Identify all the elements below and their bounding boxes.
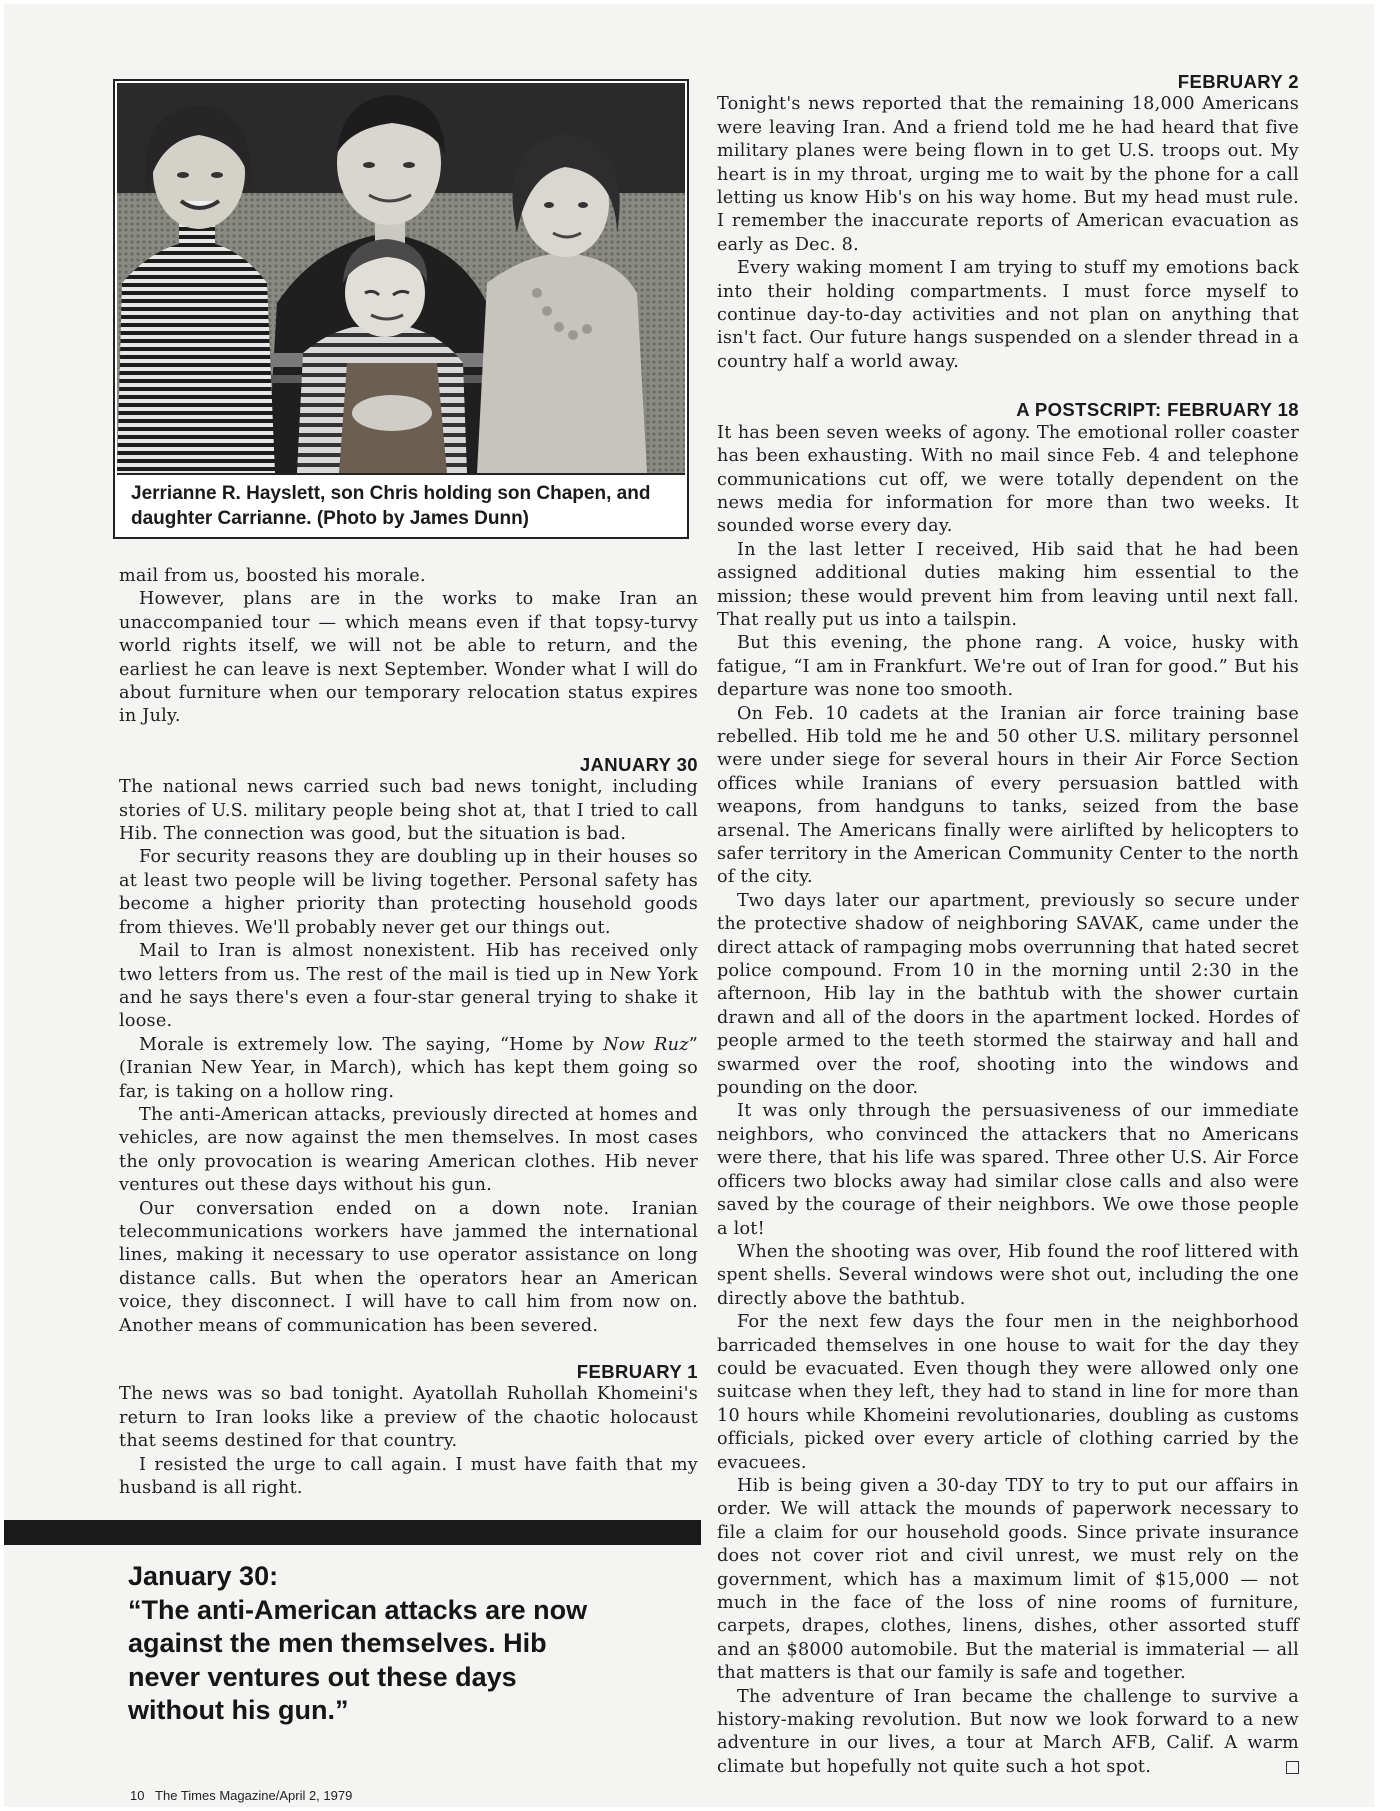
- continuation-paragraph: However, plans are in the works to make Iran an unaccompanied tour — which means even if that topsy-turvy world rights itself, we will not be able to return, and the earliest he can leave is next September. Wonder what I will do about furniture when our temporary relocation status expires in July.: [119, 589, 698, 727]
- body-paragraph: But this evening, the phone rang. A voice, husky with fatigue, “I am in Frankfurt. We're out of Iran for good.” But his departure was none too smooth.: [717, 633, 1299, 701]
- body-paragraph: For the next few days the four men in the neighborhood barricaded themselves in one house to wait for the day they could be evacuated. Even though they were allowed only one suitcase when they left, they had to stand in line for more than 10 hours while Khomeini revolutionaries, doubling as customs officials, picked over every article of clothing carried by the evacuees.: [717, 1312, 1299, 1473]
- left-column: [119, 565, 698, 1500]
- body-paragraph: Hib is being given a 30-day TDY to try to put our affairs in order. We will attack the mounds of paperwork necessary to file a claim for our household goods. Since private insurance does not cover riot and civil unrest, we must rely on the government, which has a maximum limit of $15,000 — not much in the face of the loss of nine rooms of furniture, carpets, drapes, clothes, linens, dishes, other assorted stuff and an $8000 automobile. But the material is immaterial — all that matters is that our family is safe and together.: [717, 1475, 1299, 1684]
- body-paragraph: Tonight's news reported that the remaining 18,000 Americans were leaving Iran. And a friend told me he had heard that five military planes were being flown in to get U.S. troops out. My heart is in my throat, urging me to wait by the phone for a call letting us know Hib's on his way home. But my head must rule. I remember the inaccurate reports of American evacuation as early as Dec. 8.: [717, 94, 1299, 255]
- pull-quote-rule: [4, 1520, 701, 1545]
- body-paragraph: On Feb. 10 cadets at the Iranian air force training base rebelled. Hib told me he and 50 other U.S. military personnel were under siege for several hours in their Air Force Section offices while Iranians of every persuasion battled with weapons, from handguns to tanks, seized from the base arsenal. The Americans finally were airlifted by helicopters to safer territory in the American Community Center to the north of the city.: [717, 703, 1299, 888]
- closing-paragraph: [717, 1686, 1299, 1780]
- section-heading-february-1: FEBRUARY 1: [576, 1361, 698, 1382]
- body-paragraph: Two days later our apartment, previously so secure under the protective shadow of neighboring SAVAK, came under the direct attack of rampaging mobs overrunning that hated secret police compound. From 10 in the morning until 2:30 in the afternoon, Hib lay in the bathtub with the shower curtain drawn and all of the doors in the apartment locked. Hordes of people armed to the teeth stormed the stairway and hall and swarmed over the roof, shooting into the windows and pounding on the door.: [717, 890, 1299, 1099]
- page-footer: 10 The Times Magazine/April 2, 1979: [130, 1788, 353, 1803]
- section-heading-january-30: JANUARY 30: [579, 753, 698, 775]
- body-paragraph: Every waking moment I am trying to stuff my emotions back into their holding compartments. I must force myself to continue day-to-day activities and not plan on anything that isn't fact. Our future hangs suspended on a slender thread in a country half a world away.: [717, 258, 1299, 372]
- morale-text-end: ” (Iranian New Year, in March), which has kept them going so far, is taking on a hollow ring.: [119, 1034, 698, 1102]
- body-paragraph: The news was so bad tonight. Ayatollah Ruhollah Khomeini's return to Iran looks like a preview of the chaotic holocaust that seems destined for that country.: [119, 1384, 698, 1452]
- body-paragraph: When the shooting was over, Hib found the roof littered with spent shells. Several windows were shot out, including the one directly above the bathtub.: [717, 1241, 1299, 1309]
- pull-quote-line: never ventures out these days: [128, 1661, 517, 1692]
- right-column: [717, 70, 1299, 1779]
- family-photo: [117, 83, 685, 475]
- body-paragraph: For security reasons they are doubling up in their houses so at least two people will be living together. Personal safety has become a higher priority than protecting household goods from thieves. We'll probably never get our things out.: [119, 847, 698, 938]
- pull-quote-line: “The anti-American attacks are now: [128, 1594, 588, 1625]
- body-paragraph: Our conversation ended on a down note. Iranian telecommunications workers have jammed the international lines, making it necessary to use operator assistance on long distance calls. But when the operators hear an American voice, they disconnect. I will have to call him from now on. Another means of communication has been severed.: [119, 1198, 698, 1336]
- closing-text: The adventure of Iran became the challenge to survive a history-making revolution. But now we look forward to a new adventure in our lives, a tour at March AFB, Calif. A warm climate but hopefully not quite such a hot spot.: [717, 1686, 1299, 1777]
- photo-frame: [113, 79, 689, 539]
- pull-quote-line: against the men themselves. Hib: [128, 1628, 547, 1658]
- photo-caption: Jerrianne R. Hayslett, son Chris holding son Chapen, and daughter Carrianne. (Photo by James Dunn): [131, 483, 651, 529]
- body-paragraph: I resisted the urge to call again. I must have faith that my husband is all right.: [119, 1454, 698, 1499]
- pull-quote-line: without his gun.”: [128, 1695, 349, 1725]
- section-heading-february-2: FEBRUARY 2: [1177, 71, 1299, 92]
- body-paragraph: It has been seven weeks of agony. The emotional roller coaster has been exhausting. With no mail since Feb. 4 and telephone communications cut off, we were totally dependent on the news media for information for more than two weeks. It sounded worse every day.: [717, 422, 1299, 537]
- morale-text-start: Morale is extremely low. The saying, “Home by: [139, 1034, 604, 1055]
- end-mark-icon: [1286, 1761, 1299, 1774]
- pull-quote-date: January 30:: [128, 1561, 279, 1591]
- body-paragraph: The anti-American attacks, previously directed at homes and vehicles, are now against the men themselves. In most cases the only provocation is wearing American clothes. Hib never ventures out these days without his gun.: [119, 1104, 698, 1196]
- continuation-paragraph: mail from us, boosted his morale.: [119, 566, 426, 586]
- body-paragraph: Mail to Iran is almost nonexistent. Hib has received only two letters from us. The rest of the mail is tied up in New York and he says there's even a four-star general trying to shake it loose.: [119, 941, 698, 1032]
- body-paragraph: In the last letter I received, Hib said that he had been assigned additional duties making him essential to the mission; these would prevent him from leaving until next fall. That really put us into a tailspin.: [717, 539, 1299, 630]
- body-paragraph: It was only through the persuasiveness of our immediate neighbors, who convinced the attackers that no Americans were there, that his life was spared. Three other U.S. Air Force officers two blocks away had similar close calls and also were saved by the courage of their neighbors. We owe those people a lot!: [717, 1101, 1299, 1239]
- section-heading-postscript: A POSTSCRIPT: FEBRUARY 18: [1016, 399, 1299, 421]
- now-ruz-italic: Now Ruz: [603, 1034, 689, 1055]
- body-paragraph-morale: [119, 1034, 698, 1104]
- pull-quote: [128, 1560, 718, 1728]
- body-paragraph: The national news carried such bad news tonight, including stories of U.S. military people being shot at, that I tried to call Hib. The connection was good, but the situation is bad.: [119, 777, 698, 845]
